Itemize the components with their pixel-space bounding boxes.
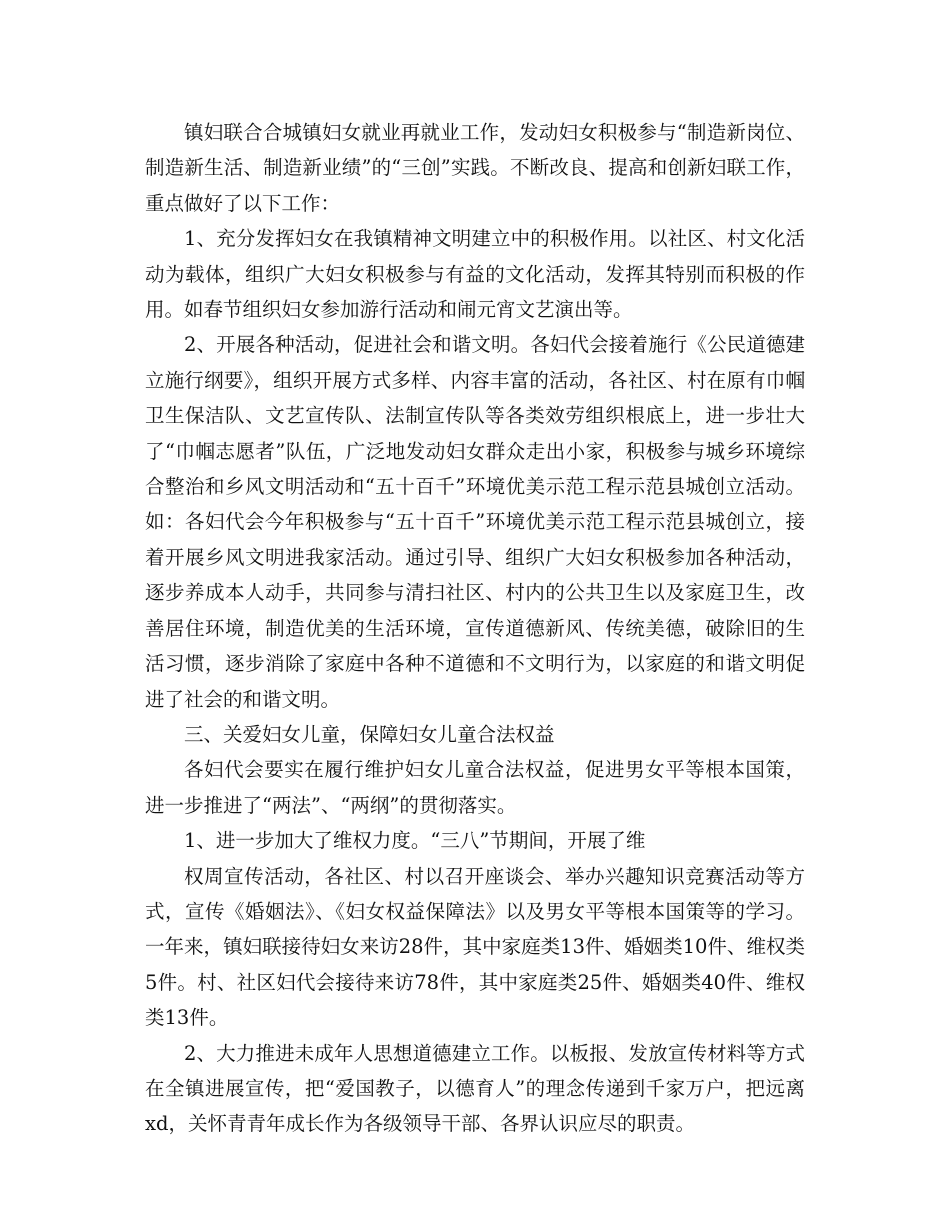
- paragraph-item-1-culture: 1、充分发挥妇女在我镇精神文明建立中的积极作用。以社区、村文化活动为载体，组织广大妇女积极参与有益的文化活动，发挥其特别而积极的作用。如春节组织妇女参加游行活动和闹元宵文艺演出等。: [145, 227, 805, 322]
- section-heading-3: 三、关爱妇女儿童，保障妇女儿童合法权益: [184, 722, 555, 746]
- paragraph-item-2-activities: 2、开展各种活动，促进社会和谐文明。各妇代会接着施行《公民道德建立施行纲要》，组织开展方式多样、内容丰富的活动，各社区、村在原有巾帼卫生保洁队、文艺宣传队、法制宣传队等各类效劳组织根底上，进一步壮大了“巾帼志愿者”队伍，广泛地发动妇女群众走出小家，积极参与城乡环境综合整治和乡风文明活动和“五十百千”环境优美示范工程示范县城创立活动。如：各妇代会今年积极参与“五十百千”环境优美示范工程示范县城创立，接着开展乡风文明进我家活动。通过引导、组织广大妇女积极参加各种活动，逐步养成本人动手，共同参与清扫社区、村内的公共卫生以及家庭卫生，改善居住环境，制造优美的生活环境，宣传道德新风、传统美德，破除旧的生活习惯，逐步消除了家庭中各种不道德和不文明行为，以家庭的和谐文明促进了社会的和谐文明。: [145, 333, 805, 711]
- paragraph-intro: 镇妇联合合城镇妇女就业再就业工作，发动妇女积极参与“制造新岗位、制造新生活、制造新业绩”的“三创”实践。不断改良、提高和创新妇联工作，重点做好了以下工作：: [145, 121, 805, 215]
- paragraph-rights-week: 权周宣传活动，各社区、村以召开座谈会、举办兴趣知识竞赛活动等方式，宣传《婚姻法》、《妇女权益保障法》以及男女平等根本国策等的学习。一年来，镇妇联接待妇女来访28件，其中家庭类13件、婚姻类10件、维权类5件。村、社区妇代会接待来访78件，其中家庭类25件、婚姻类40件、维权类13件。: [145, 864, 805, 1030]
- paragraph-section-3-intro: 各妇代会要实在履行维护妇女儿童合法权益，促进男女平等根本国策，进一步推进了“两法”、“两纲”的贯彻落实。: [145, 758, 805, 817]
- paragraph-item-1-rights: 1、进一步加大了维权力度。“三八”节期间，开展了维: [184, 829, 646, 853]
- paragraph-item-2-minors: 2、大力推进未成年人思想道德建立工作。以板报、发放宣传材料等方式在全镇进展宣传，把“爱国教子，以德育人”的理念传递到千家万户，把远离xd，关怀青青年成长作为各级领导干部、各界认识应尽的职责。: [145, 1041, 805, 1136]
- document-body: [145, 115, 805, 1142]
